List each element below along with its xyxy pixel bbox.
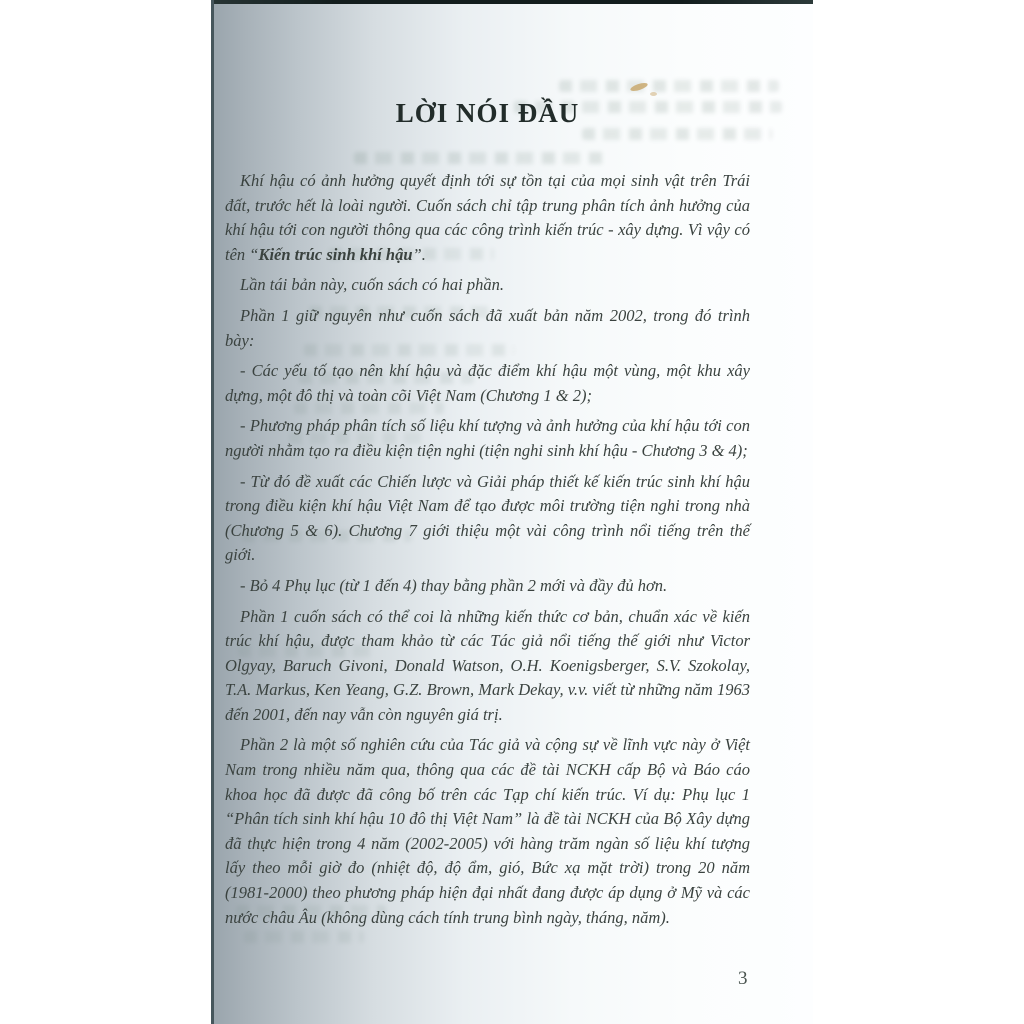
bleed-through-smudge: [582, 128, 772, 140]
paper-stain: [630, 81, 649, 92]
paragraph-text: Phần 2 là một số nghiên cứu của Tác giả và cộng sự về lĩnh vực này ở Việt Nam trong nhiều năm qua, thông qua các đề tài NCKH cấp Bộ và Báo cáo khoa học đã được đã công bố trên các Tạp chí kiến trúc. Ví dụ: Phụ lục 1 “Phân tích sinh khí hậu 10 đô thị Việt Nam” là đề tài NCKH của Bộ Xây dựng đã thực hiện trong 4 năm (2002-2005) với hàng trăm ngàn số liệu khí tượng lấy theo mỗi giờ đo (nhiệt độ, độ ẩm, gió, Bức xạ mặt trời) trong 20 năm (1981-2000) theo phương pháp hiện đại nhất đang được áp dụng ở Mỹ và các nước châu Âu (không dùng cách tính trung bình ngày, tháng, năm).: [225, 735, 750, 927]
scanned-book-page: [211, 0, 813, 1024]
bleed-through-smudge: [559, 80, 779, 92]
paragraph: [225, 574, 750, 599]
page-title: LỜI NÓI ĐẦU: [395, 98, 580, 128]
paragraph: [225, 359, 750, 408]
paragraph: [225, 470, 750, 568]
paragraph: [225, 733, 750, 930]
paragraph: [225, 414, 750, 463]
bleed-through-smudge: [244, 931, 364, 943]
paragraph-text: Kiến trúc sinh khí hậu: [258, 244, 413, 264]
paragraph-text: - Bỏ 4 Phụ lục (từ 1 đến 4) thay bằng phần 2 mới và đầy đủ hơn.: [240, 575, 668, 595]
paragraph: [225, 605, 750, 728]
paragraph-text: - Phương pháp phân tích số liệu khí tượng và ảnh hưởng của khí hậu tới con người nhằm tạo ra điều kiện tiện nghi (tiện nghi sinh khí hậu - Chương 3 & 4);: [225, 416, 750, 460]
scan-edge-line: [214, 0, 813, 4]
page-body: [225, 169, 750, 930]
page-number: 3: [738, 968, 748, 989]
paragraph-text: - Các yếu tố tạo nên khí hậu và đặc điểm khí hậu một vùng, một khu xây dựng, một đô thị và toàn cõi Việt Nam (Chương 1 & 2);: [225, 361, 750, 405]
paragraph-text: Khí hậu có ảnh hưởng quyết định tới sự tồn tại của mọi sinh vật trên Trái đất, trước hết là loài người. Cuốn sách chỉ tập trung phân tích ảnh hưởng của khí hậu tới con người thông qua các công trình kiến trúc - xây dựng. Vì vậy có tên “: [225, 171, 750, 264]
paragraph: [225, 273, 750, 298]
paragraph-text: ”.: [412, 244, 426, 264]
paragraph-text: Phần 1 cuốn sách có thể coi là những kiến thức cơ bản, chuẩn xác về kiến trúc khí hậu, được tham khảo từ các Tác giả nổi tiếng thế giới như Victor Olgyay, Baruch Givoni, Donald Watson, O.H. Koenigsberger, S.V. Szokolay, T.A. Markus, Ken Yeang, G.Z. Brown, Mark Dekay, v.v. viết từ những năm 1963 đến 2001, đến nay vẫn còn nguyên giá trị.: [225, 606, 750, 724]
paragraph-text: - Từ đó đề xuất các Chiến lược và Giải pháp thiết kế kiến trúc sinh khí hậu trong điều kiện khí hậu Việt Nam để tạo được môi trường tiện nghi trong nhà (Chương 5 & 6). Chương 7 giới thiệu một vài công trình nổi tiếng trên thế giới.: [225, 471, 750, 565]
bleed-through-smudge: [354, 152, 609, 164]
paragraph-text: Lần tái bản này, cuốn sách có hai phần.: [240, 275, 504, 295]
paragraph: [225, 304, 750, 353]
paragraph-text: Phần 1 giữ nguyên như cuốn sách đã xuất bản năm 2002, trong đó trình bày:: [225, 305, 750, 350]
paper-stain: [650, 92, 657, 96]
paragraph: [225, 169, 750, 267]
